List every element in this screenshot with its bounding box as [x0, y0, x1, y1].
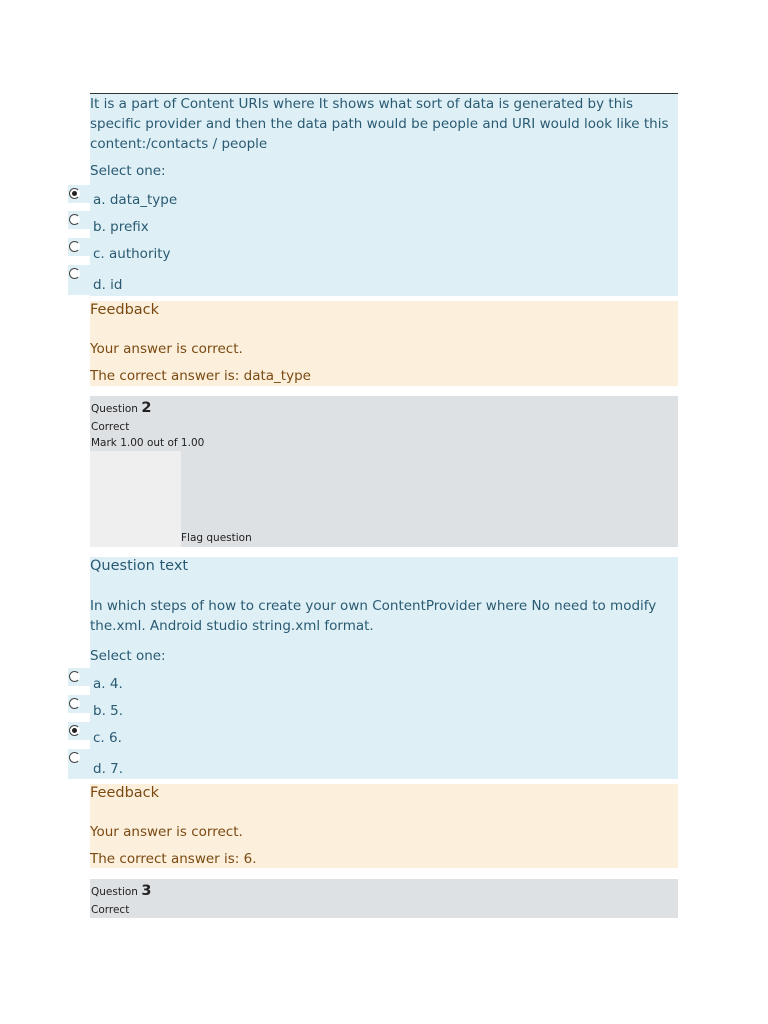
question-2-label — [91, 400, 151, 416]
question-2-option-c[interactable]: c. 6. — [93, 730, 122, 746]
feedback-heading: Feedback — [90, 785, 160, 801]
flag-question-link[interactable]: Flag question — [181, 532, 252, 544]
question-1-radio-c[interactable] — [69, 241, 80, 252]
feedback-correct-answer: The correct answer is: 6. — [90, 851, 257, 867]
feedback-result: Your answer is correct. — [90, 341, 243, 357]
question-1-radio-b[interactable] — [69, 214, 80, 225]
question-2-info — [90, 396, 678, 547]
question-label-text: Question — [91, 886, 138, 898]
question-2-option-b[interactable]: b. 5. — [93, 703, 124, 719]
question-3-info — [90, 879, 678, 918]
question-2-option-a[interactable]: a. 4. — [93, 676, 123, 692]
question-1-option-b[interactable]: b. prefix — [93, 219, 149, 235]
question-1-select-one: Select one: — [90, 163, 166, 179]
question-number: 2 — [141, 400, 152, 416]
question-2-mark: Mark 1.00 out of 1.00 — [91, 437, 205, 449]
question-2-radio-d[interactable] — [69, 752, 80, 763]
feedback-result: Your answer is correct. — [90, 824, 243, 840]
question-1-option-c[interactable]: c. authority — [93, 246, 171, 262]
feedback-correct-answer: The correct answer is: data_type — [90, 368, 311, 384]
question-2-text: In which steps of how to create your own ContentProvider where No need to modify the.xml. Android studio string.xml format. — [90, 598, 657, 634]
question-2-state: Correct — [91, 421, 130, 433]
question-2-content — [90, 557, 678, 779]
question-2-select-one: Select one: — [90, 648, 166, 664]
question-3-state: Correct — [91, 904, 130, 916]
question-1-text: It is a part of Content URIs where It shows what sort of data is generated by this specific provider and then the data path would be people and URI would look like this content:/contacts / people — [90, 96, 669, 152]
question-1-radio-d[interactable] — [69, 268, 80, 279]
question-2-option-d[interactable]: d. 7. — [93, 761, 124, 777]
question-text-heading: Question text — [90, 558, 189, 574]
question-1-option-d[interactable]: d. id — [93, 277, 123, 293]
question-3-label — [91, 883, 151, 899]
question-2-radio-c[interactable] — [69, 725, 80, 736]
question-label-text: Question — [91, 403, 138, 415]
question-number: 3 — [141, 883, 152, 899]
question-1-content — [90, 94, 678, 296]
flag-icon[interactable] — [90, 451, 181, 547]
question-2-feedback — [90, 784, 678, 868]
question-2-radio-a[interactable] — [69, 671, 80, 682]
feedback-heading: Feedback — [90, 302, 160, 318]
question-1-radio-a[interactable] — [69, 188, 80, 199]
question-1-option-a[interactable]: a. data_type — [93, 192, 178, 208]
question-1-feedback — [90, 301, 678, 386]
question-2-radio-b[interactable] — [69, 698, 80, 709]
